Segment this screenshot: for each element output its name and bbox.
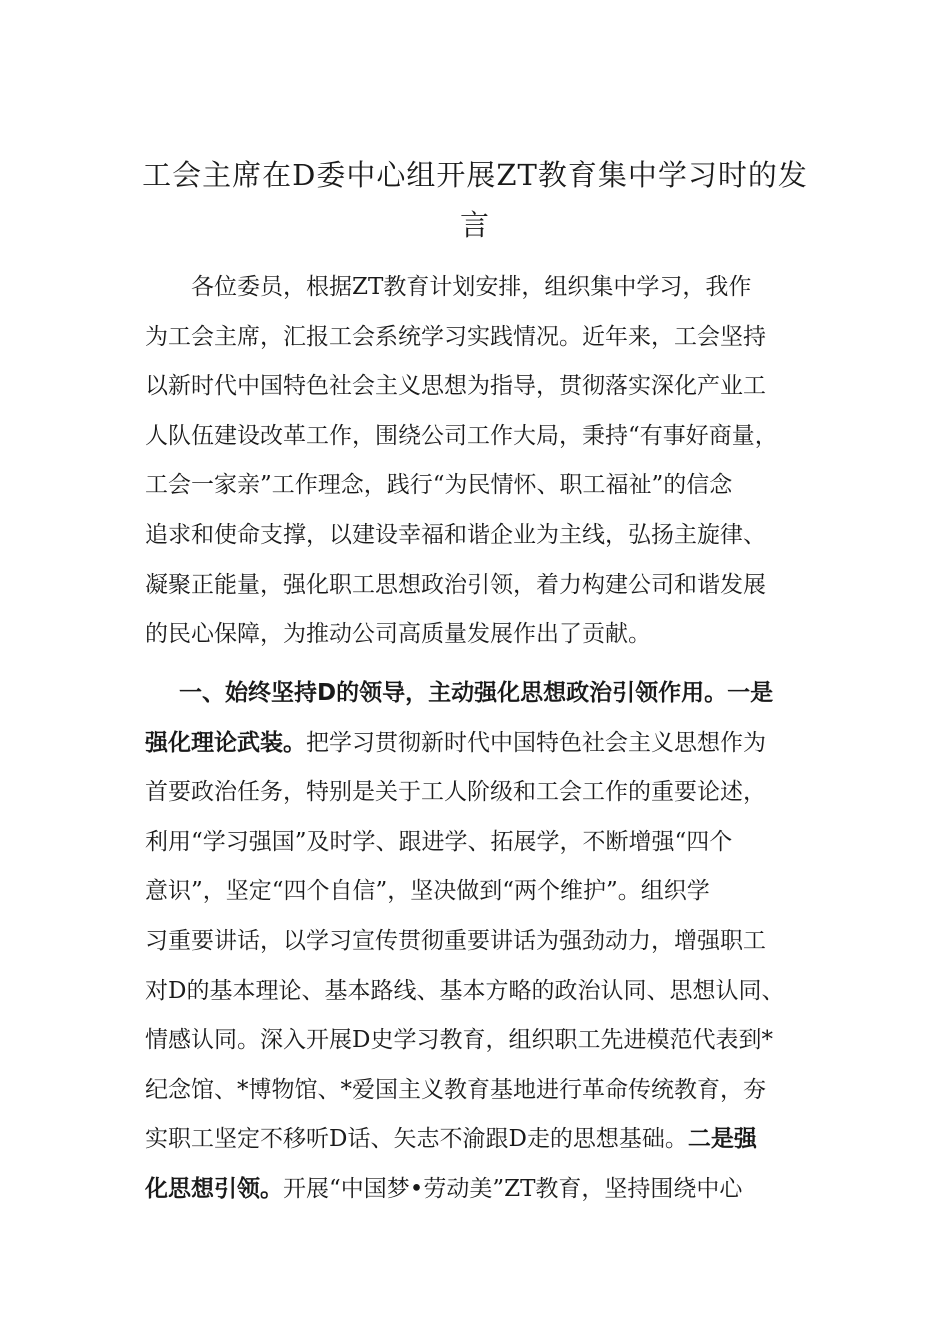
paragraph-section-one [145,669,807,1215]
paragraph-line [145,1165,807,1215]
paragraph-line: 的民心保障，为推动公司高质量发展作出了贡献。 [145,621,651,648]
title-line: 言 [459,208,490,242]
section-heading: 一、始终坚持D的领导，主动强化思想政治引领作用。一是 [179,680,774,706]
subsection-heading: 强化理论武装。 [145,729,306,756]
paragraph-line: 纪念馆、*博物馆、*爱国主义教育基地进行革命传统教育，夯 [145,1076,766,1103]
paragraph-line: 首要政治任务，特别是关于工人阶级和工会工作的重要论述， [145,779,766,806]
paragraph-line-text: 实职工坚定不移听D话、矢志不渝跟D走的思想基础。 [145,1126,688,1153]
paragraph-line: 追求和使命支撑，以建设幸福和谐企业为主线，弘扬主旋律、 [145,521,766,548]
paragraph-line-text: 把学习贯彻新时代中国特色社会主义思想作为 [306,729,766,756]
paragraph-line: 情感认同。深入开展D史学习教育，组织职工先进模范代表到* [145,1027,773,1054]
document-title [140,150,810,250]
paragraph-line: 人队伍建设改革工作，围绕公司工作大局，秉持“有事好商量， [145,422,778,449]
paragraph-line-text: 开展“中国梦•劳动美”ZT教育，坚持围绕中心 [283,1175,743,1202]
paragraph-line: 对D的基本理论、基本路线、基本方略的政治认同、思想认同、 [145,977,785,1004]
paragraph-line [145,719,807,769]
title-line: 工会主席在D委中心组开展ZT教育集中学习时的发 [142,158,808,192]
paragraph-intro [145,263,807,660]
paragraph-line: 意识”，坚定“四个自信”，坚决做到“两个维护”。组织学 [145,878,710,905]
paragraph-line [145,263,807,313]
paragraph-line-text: 各位委员，根据ZT教育计划安排，组织集中学习，我作 [191,274,752,300]
paragraph-line: 习重要讲话，以学习宣传贯彻重要讲话为强劲动力，增强职工 [145,927,766,954]
paragraph-line: 利用“学习强国”及时学、跟进学、拓展学，不断增强“四个 [145,828,733,855]
subsection-heading: 二是强 [687,1126,757,1153]
paragraph-line [145,1115,807,1165]
paragraph-line: 为工会主席，汇报工会系统学习实践情况。近年来，工会坚持 [145,323,766,350]
paragraph-line: 以新时代中国特色社会主义思想为指导，贯彻落实深化产业工 [145,373,766,400]
subsection-heading: 化思想引领。 [145,1175,283,1202]
paragraph-line [145,669,807,719]
paragraph-line: 凝聚正能量，强化职工思想政治引领，着力构建公司和谐发展 [145,571,766,598]
paragraph-line: 工会一家亲”工作理念，践行“为民情怀、职工福祉”的信念 [145,472,733,499]
